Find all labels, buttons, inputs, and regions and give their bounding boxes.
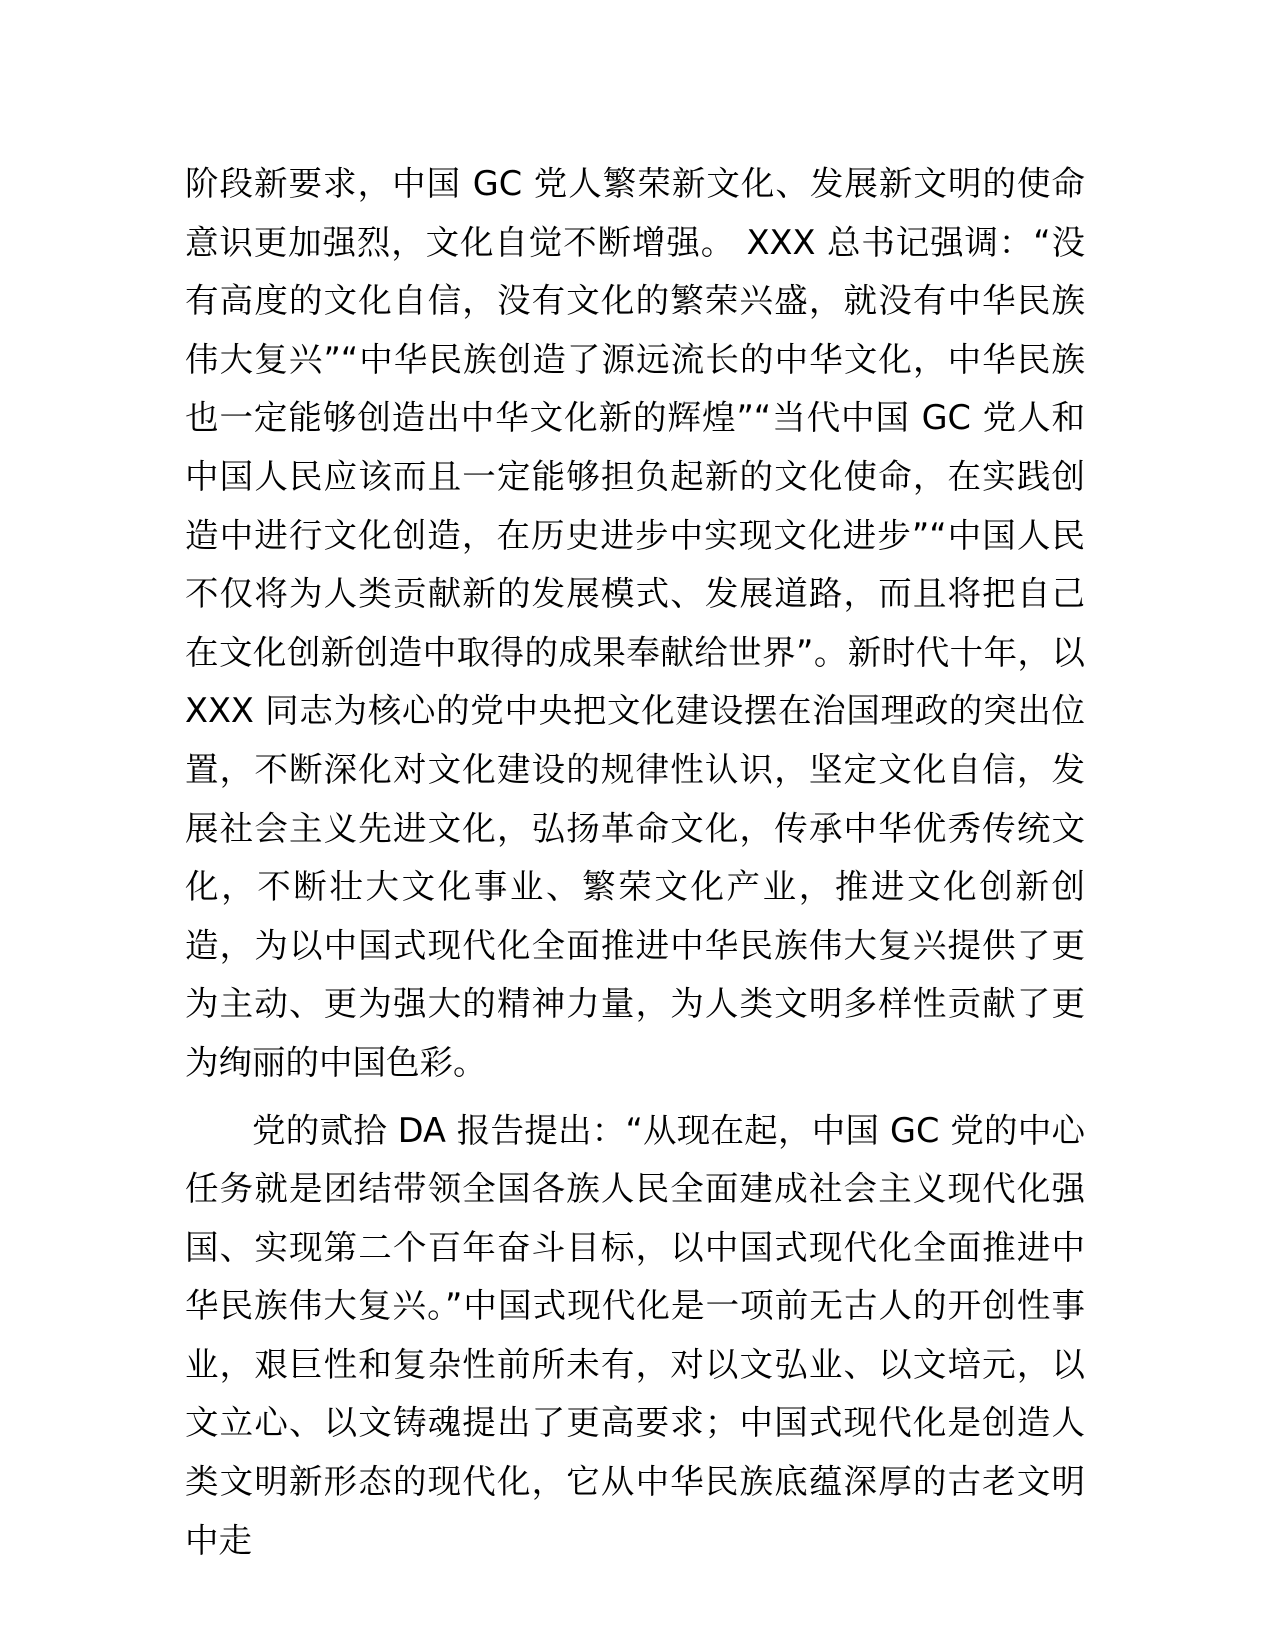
body-paragraph-1: 阶段新要求，中国 GC 党人繁荣新文化、发展新文明的使命意识更加强烈，文化自觉不断增强。 XXX 总书记强调：“没有高度的文化自信，没有文化的繁荣兴盛，就没有中华民族伟大复兴”“中华民族创造了源远流长的中华文化，中华民族也一定能够创造出中华文化新的辉煌”“当代中国 GC 党人和中国人民应该而且一定能够担负起新的文化使命，在实践创造中进行文化创造，在历史进步中实现文化进步”“中国人民不仅将为人类贡献新的发展模式、发展道路，而且将把自己在文化创新创造中取得的成果奉献给世界”。新时代十年，以 XXX 同志为核心的党中央把文化建设摆在治国理政的突出位置，不断深化对文化建设的规律性认识，坚定文化自信，发展社会主义先进文化，弘扬革命文化，传承中华优秀传统文化，不断壮大文化事业、繁荣文化产业，推进文化创新创造，为以中国式现代化全面推进中华民族伟大复兴提供了更为主动、更为强大的精神力量，为人类文明多样性贡献了更为绚丽的中国色彩。 — [185, 164, 1085, 1082]
document-body — [185, 155, 1085, 1570]
body-paragraph-2: 党的贰拾 DA 报告提出：“从现在起，中国 GC 党的中心任务就是团结带领全国各族人民全面建成社会主义现代化强国、实现第二个百年奋斗目标，以中国式现代化全面推进中华民族伟大复兴。”中国式现代化是一项前无古人的开创性事业，艰巨性和复杂性前所未有，对以文弘业、以文培元，以文立心、以文铸魂提出了更高要求；中国式现代化是创造人类文明新形态的现代化，它从中华民族底蕴深厚的古老文明中走 — [185, 1110, 1085, 1560]
